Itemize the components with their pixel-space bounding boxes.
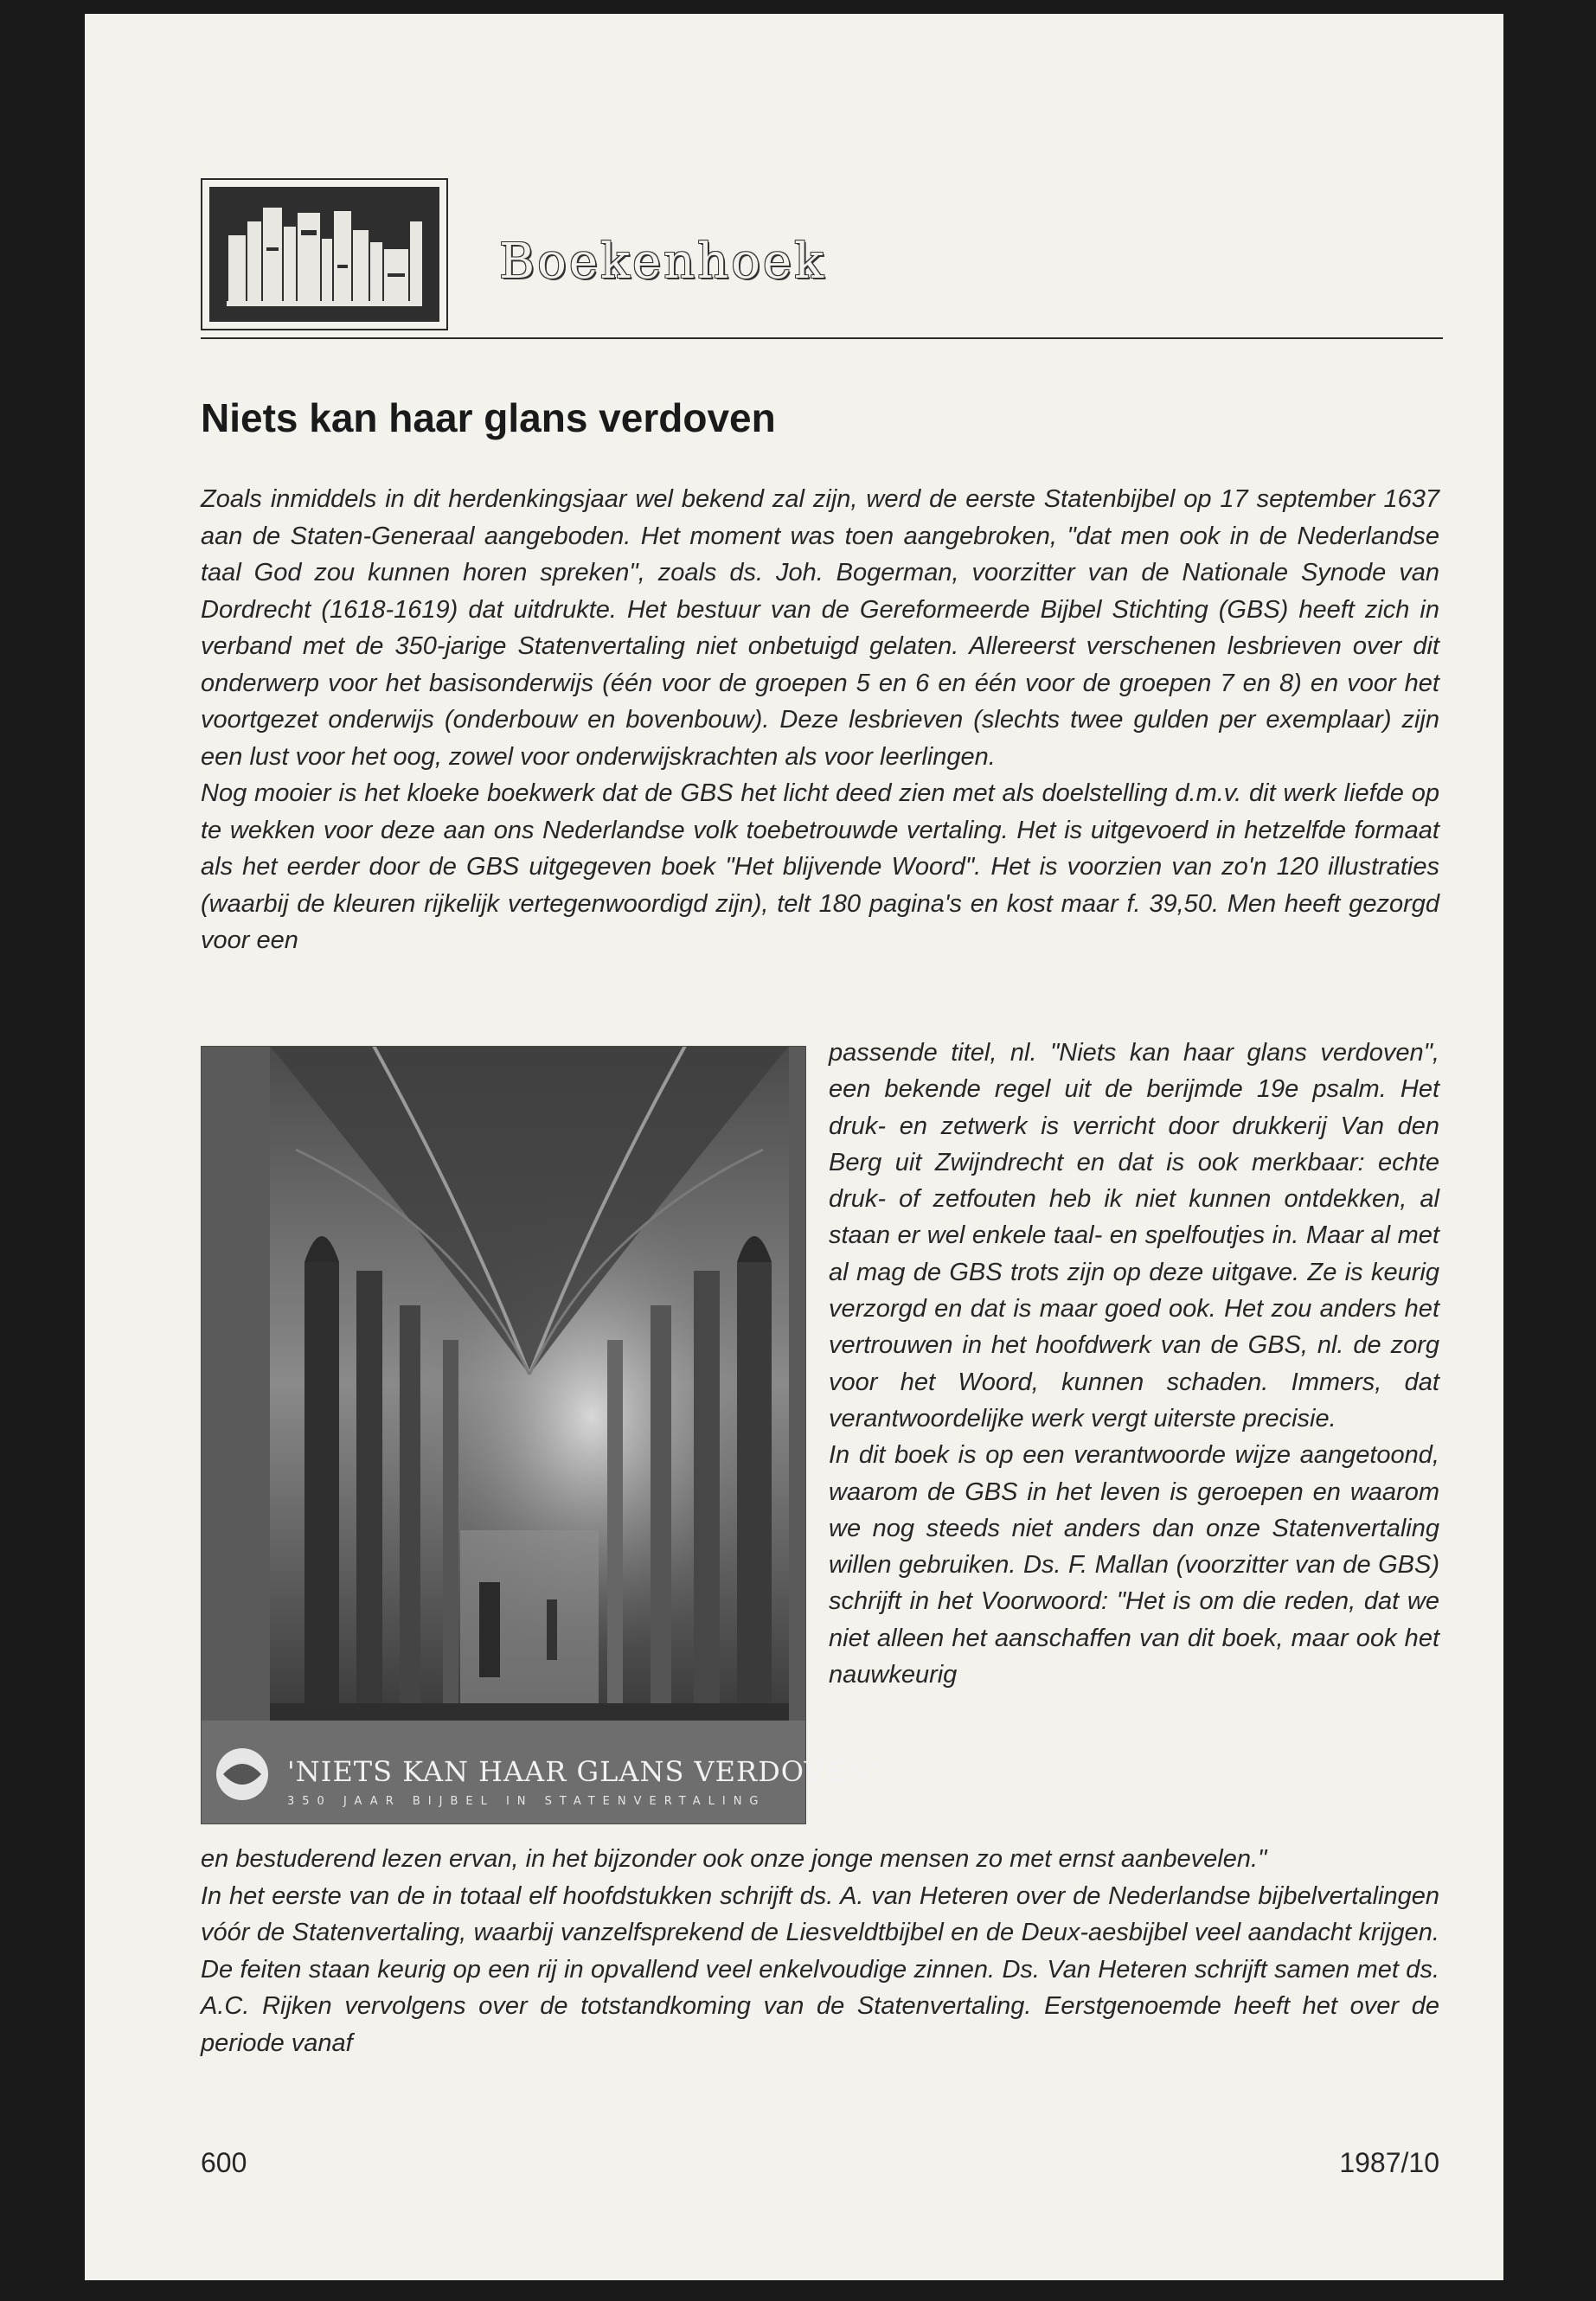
header-divider — [201, 337, 1443, 339]
bookshelf-logo — [201, 178, 448, 330]
article-body-right-column — [829, 1035, 1439, 1693]
paragraph: In het eerste van de in totaal elf hoofdstukken schrijft ds. A. van Heteren over de Nederlandse bijbelvertalingen vóór de Statenvertaling, waarbij vanzelfsprekend de Liesveldtbijbel en de Deux-aesbijbel veel aandacht krijgen. De feiten staan keurig op een rij in opvallend veel enkelvoudige zinnen. Ds. Van Heteren schrijft samen met ds. A.C. Rijken vervolgens over de totstandkoming van de Statenvertaling. Eerstgenoemde heeft het over de periode vanaf — [201, 1881, 1439, 2057]
book-cover-image — [201, 1046, 880, 1824]
paragraph: passende titel, nl. "Niets kan haar glans verdoven", een bekende regel uit de berijmde 19e psalm. Het druk- en zetwerk is verricht door drukkerij Van den Berg uit Zwijndrecht en dat is ook merkbaar: echte druk- of zetfouten heb ik niet kunnen ontdekken, al staan er wel enkele taal- en spelfoutjes in. Maar al met al mag de GBS trots zijn op deze uitgave. Ze is keurig verzorgd en dat is maar goed ook. Het zou anders het vertrouwen in het hoofdwerk van de GBS, nl. de zorg voor het Woord, kunnen schaden. Immers, dat verantwoordelijke werk vergt uiterste precisie. — [829, 1039, 1439, 1433]
paragraph: Zoals inmiddels in dit herdenkingsjaar wel bekend zal zijn, werd de eerste Statenbijbel op 17 september 1637 aan de Staten-Generaal aangeboden. Het moment was toen aangebroken, "dat men ook in de Nederlandse taal God zou kunnen horen spreken", zoals ds. Joh. Bogerman, voorzitter van de Nationale Synode van Dordrecht (1618-1619) dat uitdrukte. Het bestuur van de Gereformeerde Bijbel Stichting (GBS) heeft zich in verband met de 350-jarige Statenvertaling niet onbetuigd gelaten. Allereerst verschenen lesbrieven over dit onderwerp voor het basisonderwijs (één voor de groepen 5 en 6 en één voor de groepen 7 en 8) en voor het voortgezet onderwijs (onderbouw en bovenbouw). Deze lesbrieven (slechts twee gulden per exemplaar) zijn een lust voor het oog, zowel voor onderwijskrachten als voor leerlingen. — [201, 485, 1439, 771]
cover-title: 'NIETS KAN HAAR GLANS VERDOVEN' — [287, 1755, 880, 1788]
article-title: Niets kan haar glans verdoven — [201, 395, 776, 440]
section-label: Boekenhoek — [499, 234, 827, 290]
page-number: 600 — [201, 2147, 247, 2178]
section-header — [201, 166, 1443, 339]
article-body-lower — [201, 1841, 1439, 2061]
paragraph: In dit boek is op een verantwoorde wijze aangetoond, waarom de GBS in het leven is geroepen en waarom we nog steeds niet anders dan onze Statenvertaling willen gebruiken. Ds. F. Mallan (voorzitter van de GBS) schrijft in het Voorwoord: "Het is om die reden, dat we niet alleen het aanschaffen van dit boek, maar ook het nauwkeurig — [829, 1441, 1439, 1689]
paragraph: en bestuderend lezen ervan, in het bijzonder ook onze jonge mensen zo met ernst aanbevelen." — [201, 1845, 1267, 1873]
issue-number: 1987/10 — [1339, 2147, 1439, 2178]
bookshelf-icon — [209, 187, 439, 322]
document-page — [85, 14, 1503, 2280]
article-body-upper — [201, 481, 1439, 959]
paragraph: Nog mooier is het kloeke boekwerk dat de GBS het licht deed zien met als doelstelling d.m.v. dit werk liefde op te wekken voor deze aan ons Nederlandse volk toebetrouwde vertaling. Het is uitgevoerd in hetzelfde formaat als het eerder door de GBS uitgegeven boek "Het blijvende Woord". Het is voorzien van zo'n 120 illustraties (waarbij de kleuren rijkelijk vertegenwoordigd zijn), telt 180 pagina's en kost maar f. 39,50. Men heeft gezorgd voor een — [201, 779, 1439, 954]
cover-subtitle: 350 JAAR BIJBEL IN STATENVERTALING — [287, 1795, 766, 1808]
